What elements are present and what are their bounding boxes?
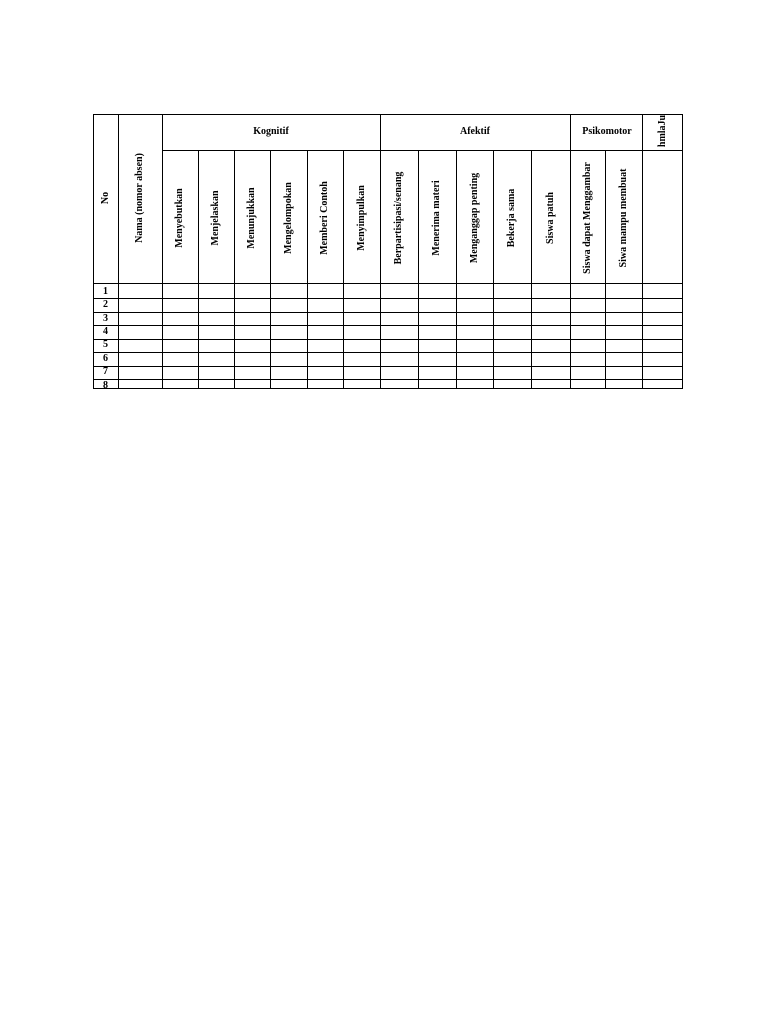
column-line <box>531 150 532 389</box>
column-header: Menyebutkan <box>174 188 185 248</box>
row-number: 5 <box>103 339 108 351</box>
column-line <box>642 114 643 389</box>
total-header: hmlaJu <box>657 114 668 148</box>
column-line <box>162 114 163 389</box>
column-line <box>380 114 381 389</box>
column-header: Menyimpulkan <box>355 185 367 251</box>
row-number: 6 <box>103 352 108 364</box>
column-line <box>605 150 606 389</box>
column-line <box>198 150 199 389</box>
table-border-right <box>682 114 683 389</box>
column-line <box>493 150 494 389</box>
column-header: Siswa dapat Menggambar <box>581 162 593 274</box>
row-line <box>93 325 683 326</box>
row-number: 3 <box>103 312 108 324</box>
name-header: Nama (nomor absen) <box>134 153 145 243</box>
row-number: 1 <box>103 285 108 297</box>
row-line <box>93 312 683 313</box>
column-header: Berpartisipasi/senang <box>393 171 404 265</box>
column-header: Siswa patuh <box>544 192 556 244</box>
column-line <box>343 150 344 389</box>
table-border-left <box>93 114 94 389</box>
column-line <box>234 150 235 389</box>
column-header: Memberi Contoh <box>319 181 330 255</box>
column-line <box>418 150 419 389</box>
column-line <box>570 114 571 389</box>
group-header-afektif: Afektif <box>460 126 490 137</box>
table-border-bottom <box>93 388 683 389</box>
group-header-psikomotor: Psikomotor <box>582 126 632 137</box>
column-header: Menganggap penting <box>468 172 480 264</box>
row-number: 2 <box>103 299 108 311</box>
column-header: Menjelaskan <box>210 190 221 246</box>
column-header: Menunjukkan <box>246 187 257 249</box>
group-header-kognitif: Kognitif <box>253 126 289 137</box>
row-number: 7 <box>103 366 108 378</box>
row-line <box>93 298 683 299</box>
column-header: Siwa mampu membuat <box>617 168 629 268</box>
column-line <box>118 114 119 389</box>
column-header: Bekerja sama <box>506 188 517 248</box>
row-number: 4 <box>103 326 108 337</box>
column-header: Mengelompokan <box>282 182 294 254</box>
row-line <box>93 339 683 340</box>
column-line <box>307 150 308 389</box>
table-border-top <box>93 114 683 115</box>
column-line <box>270 150 271 389</box>
column-header: Menerima materi <box>431 180 442 256</box>
row-number: 8 <box>103 379 108 391</box>
row-line <box>93 366 683 367</box>
assessment-table <box>93 114 683 389</box>
no-header: No <box>100 191 111 205</box>
column-line <box>456 150 457 389</box>
header-bottom-line <box>93 283 683 284</box>
row-line <box>93 379 683 380</box>
row-line <box>93 352 683 353</box>
